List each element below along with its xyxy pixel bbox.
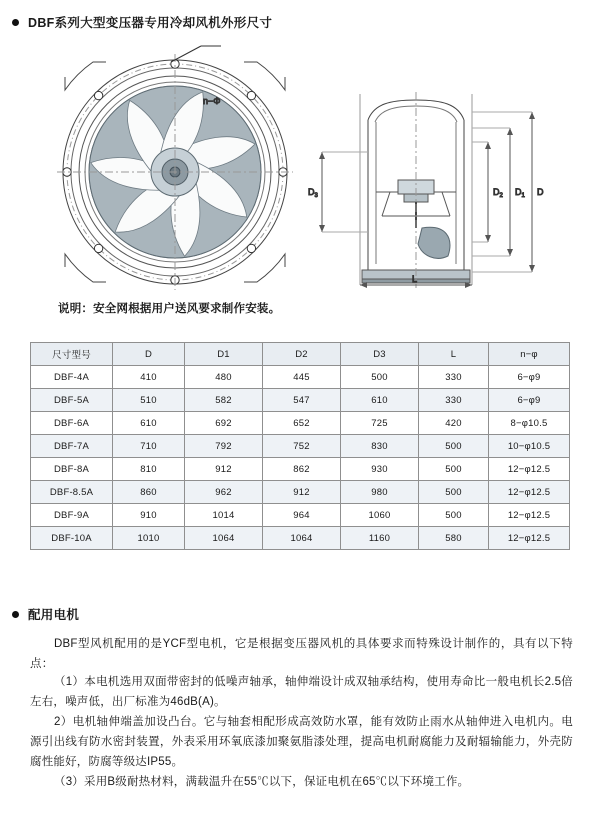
cell-l: 330 [419,366,489,389]
label-l: L [412,274,418,284]
table-row [31,527,570,550]
cell-d: 610 [113,412,185,435]
cell-d2: 964 [263,504,341,527]
cell-n-phi: 10−φ10.5 [489,435,570,458]
cell-n-phi: 6−φ9 [489,366,570,389]
cell-d1: 962 [185,481,263,504]
table-row [31,412,570,435]
table-row [31,389,570,412]
cell-d: 810 [113,458,185,481]
cell-d3: 725 [341,412,419,435]
paragraph-intro: DBF型风机配用的是YCF型电机，它是根据变压器风机的具体要求而特殊设计制作的，具有以下特点： [30,638,573,670]
cell-model: DBF-10A [31,527,113,550]
label-d2: $D_2$ [493,187,503,199]
cell-d3: 830 [341,435,419,458]
cell-d1: 1014 [185,504,263,527]
cell-model: DBF-7A [31,435,113,458]
cell-model: DBF-6A [31,412,113,435]
cell-d1: 692 [185,412,263,435]
cell-d2: 912 [263,481,341,504]
paragraph-feature-1: （1）本电机选用双面带密封的低噪声轴承，轴伸端设计成双轴承结构，使用寿命比一般电机长2.5倍左右，噪声低，出厂标准为46dB(A)。 [30,676,573,708]
cell-d1: 1064 [185,527,263,550]
cell-d: 860 [113,481,185,504]
cell-l: 580 [419,527,489,550]
col-d: D [113,343,185,366]
col-d2: D2 [263,343,341,366]
label-d1: $D_1$ [515,187,525,199]
col-n-phi: n−φ [489,343,570,366]
table-row [31,435,570,458]
cell-d2: 652 [263,412,341,435]
cell-d: 910 [113,504,185,527]
cell-model: DBF-8A [31,458,113,481]
cell-d3: 1060 [341,504,419,527]
section-heading-dimensions-label: DBF系列大型变压器专用冷却风机外形尺寸 [28,16,273,30]
cell-d: 510 [113,389,185,412]
paragraph-feature-2: 2）电机轴伸端盖加设凸台。它与轴套相配形成高效防水罩，能有效防止雨水从轴伸进入电机内。电源引出线有防水密封装置，外表采用环氧底漆加聚氨脂漆处理，提高电机耐腐能力及耐辐输能力，外壳防腐性能好，防腐等级达IP55。 [30,716,573,768]
table-row [31,366,570,389]
cell-d1: 480 [185,366,263,389]
bullet-icon [12,611,19,618]
cell-n-phi: 6−φ9 [489,389,570,412]
cell-model: DBF-4A [31,366,113,389]
cell-d1: 792 [185,435,263,458]
cell-d: 710 [113,435,185,458]
cell-d3: 610 [341,389,419,412]
technical-drawing [0,42,600,292]
cell-d2: 862 [263,458,341,481]
table-body [31,366,570,550]
dimension-table [30,342,570,550]
cell-d1: 582 [185,389,263,412]
cell-n-phi: 12−φ12.5 [489,527,570,550]
table-header-row [31,343,570,366]
drawing-svg [0,42,600,292]
drawing-note: 说明：安全网根据用户送风要求制作安装。 [58,303,281,315]
cell-d3: 500 [341,366,419,389]
section-heading-dimensions [12,13,272,31]
cell-l: 500 [419,435,489,458]
table-head [31,343,570,366]
table-row [31,458,570,481]
cell-d: 410 [113,366,185,389]
cell-d2: 547 [263,389,341,412]
front-view [57,46,293,290]
cell-l: 330 [419,389,489,412]
table-row [31,504,570,527]
cell-n-phi: 12−φ12.5 [489,458,570,481]
cell-d2: 445 [263,366,341,389]
col-l: L [419,343,489,366]
cell-d3: 980 [341,481,419,504]
cell-d: 1010 [113,527,185,550]
col-d3: D3 [341,343,419,366]
label-n-phi: n−Φ [203,96,221,106]
cell-d2: 1064 [263,527,341,550]
cell-l: 500 [419,458,489,481]
table-row [31,481,570,504]
cell-model: DBF-8.5A [31,481,113,504]
cell-d3: 930 [341,458,419,481]
col-d1: D1 [185,343,263,366]
section-heading-motor [12,605,79,623]
cell-model: DBF-9A [31,504,113,527]
cell-d1: 912 [185,458,263,481]
paragraph-feature-3: （3）采用B级耐热材料，满载温升在55℃以下，保证电机在65℃以下环境工作。 [54,776,470,788]
cell-l: 500 [419,504,489,527]
cell-d3: 1160 [341,527,419,550]
cell-l: 500 [419,481,489,504]
label-d3: $D_3$ [308,187,318,199]
cell-l: 420 [419,412,489,435]
col-model: 尺寸型号 [31,343,113,366]
bullet-icon [12,19,19,26]
section-heading-motor-label: 配用电机 [28,608,80,622]
label-d: D [537,187,544,197]
cell-n-phi: 8−φ10.5 [489,412,570,435]
cell-n-phi: 12−φ12.5 [489,481,570,504]
cell-n-phi: 12−φ12.5 [489,504,570,527]
cell-model: DBF-5A [31,389,113,412]
cell-d2: 752 [263,435,341,458]
side-section-view [308,92,544,288]
